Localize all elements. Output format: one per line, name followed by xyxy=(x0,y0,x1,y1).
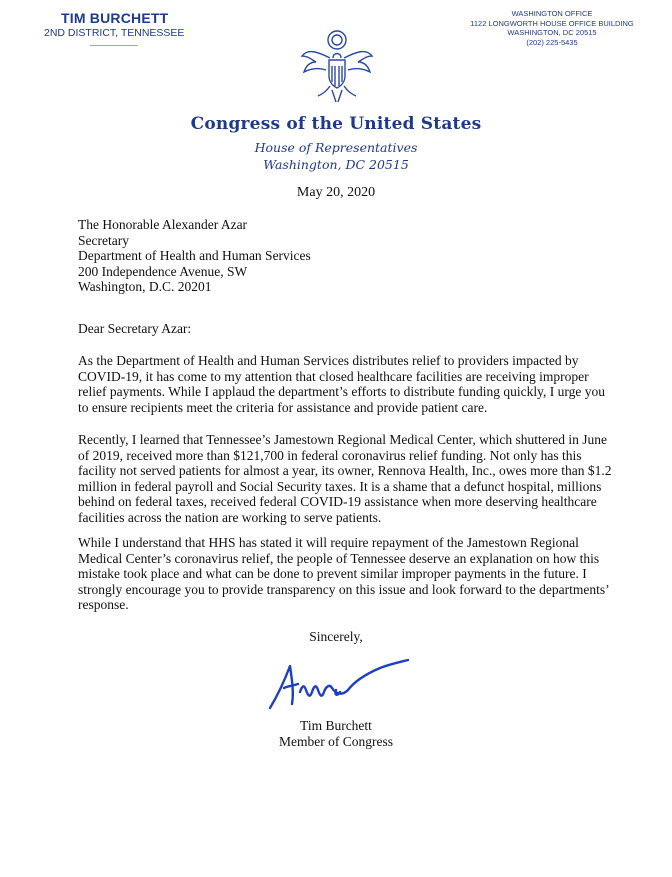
office-address-line-1: 1122 LONGWORTH HOUSE OFFICE BUILDING xyxy=(470,18,634,28)
recipient-line: 200 Independence Avenue, SW xyxy=(78,263,248,279)
header-rule xyxy=(90,45,138,46)
district-header: 2ND DISTRICT, TENNESSEE xyxy=(44,27,185,39)
member-name-header: TIM BURCHETT xyxy=(61,10,169,26)
office-address-line-2: WASHINGTON, DC 20515 xyxy=(507,28,597,37)
signer-name: Tim Burchett xyxy=(300,718,372,733)
signer-title: Member of Congress xyxy=(279,734,393,749)
closing: Sincerely, xyxy=(309,629,363,644)
office-title: WASHINGTON OFFICE xyxy=(511,9,593,18)
house-subtitle: House of Representatives xyxy=(254,140,418,155)
body-paragraph-2: Recently, I learned that Tennessee’s Jamestown Regional Medical Center, which shuttered in June of 2019, received more than $121,700 in federal coronavirus relief funding. Not only has this facility not served patients for almost a year, its owner, Rennova Health, Inc., owes more than $1.2 million in federal payroll and Social Security taxes. It is a shame that a defunct hospital, millions behind on federal taxes, received federal COVID-19 assistance when more deserving healthcare facilities across the nation are working to serve patients. xyxy=(78,432,612,525)
great-seal-eagle-icon xyxy=(296,26,378,108)
recipient-line: Department of Health and Human Services xyxy=(78,248,311,263)
letter-date: May 20, 2020 xyxy=(296,185,376,200)
recipient-line: Secretary xyxy=(78,232,129,248)
body-paragraph-3: While I understand that HHS has stated it will require repayment of the Jamestown Regional Medical Center’s coronavirus relief, the people of Tennessee deserve an explanation on how this mistake took place and what can be done to prevent similar improper payments in the future. I strongly encourage you to provide transparency on this issue and look forward to the departments’ response. xyxy=(78,535,609,612)
handwritten-signature xyxy=(262,652,412,714)
recipient-line: Washington, D.C. 20201 xyxy=(78,279,212,294)
washington-office-block xyxy=(442,9,662,47)
congress-title: Congress of the United States xyxy=(190,114,482,134)
salutation: Dear Secretary Azar: xyxy=(78,321,192,336)
city-subtitle: Washington, DC 20515 xyxy=(263,157,409,172)
recipient-line: The Honorable Alexander Azar xyxy=(78,217,248,232)
body-paragraph-1: As the Department of Health and Human Services distributes relief to providers impacted by COVID-19, it has come to my attention that closed healthcare facilities are receiving improper relief payments. While I applaud the department’s efforts to distribute funding quickly, I urge you to ensure recipients meet the criteria for assistance and provide patient care. xyxy=(78,353,605,415)
recipient-address xyxy=(78,217,311,295)
office-phone: (202) 225-5435 xyxy=(526,37,578,47)
